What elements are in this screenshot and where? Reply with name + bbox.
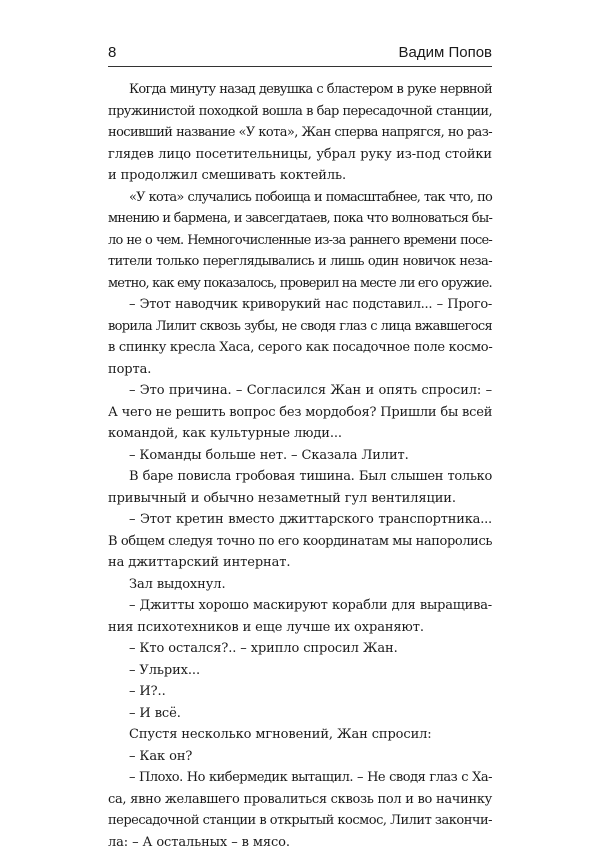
text-line: Зал выдохнул. (108, 574, 492, 596)
text-line: – Кто остался?.. – хрипло спросил Жан. (108, 638, 492, 660)
text-line: ла: – А остальных – в мясо. (108, 832, 492, 853)
text-line: – Джитты хорошо маскируют корабли для выращива- (108, 595, 492, 617)
text-line: порта. (108, 359, 492, 381)
text-line: привычный и обычно незаметный гул вентиляции. (108, 488, 492, 510)
text-line: и продолжил смешивать коктейль. (108, 165, 492, 187)
text-line: – Как он? (108, 746, 492, 768)
body-text (108, 79, 492, 853)
text-line: В баре повисла гробовая тишина. Был слышен только (108, 466, 492, 488)
running-head-author: Вадим Попов (398, 44, 492, 62)
text-line: ло не о чем. Немногочисленные из-за раннего времени посе- (108, 230, 492, 252)
text-line: пружинистой походкой вошла в бар пересадочной станции, (108, 101, 492, 123)
text-line: – Этот наводчик криворукий нас подставил... – Прого- (108, 294, 492, 316)
header-rule (108, 66, 492, 67)
text-line: «У кота» случались побоища и помасштабнее, так что, по (108, 187, 492, 209)
text-line: на джиттарский интернат. (108, 552, 492, 574)
text-line: метно, как ему показалось, проверил на месте ли его оружие. (108, 273, 492, 295)
text-line: – Это причина. – Согласился Жан и опять спросил: – (108, 380, 492, 402)
text-line: – И всё. (108, 703, 492, 725)
text-line: тители только переглядывались и лишь один новичок неза- (108, 251, 492, 273)
text-line: ворила Лилит сквозь зубы, не сводя глаз с лица вжавшегося (108, 316, 492, 338)
text-line: – Плохо. Но кибермедик вытащил. – Не сводя глаз с Ха- (108, 767, 492, 789)
text-line: мнению и бармена, и завсегдатаев, пока что волноваться бы- (108, 208, 492, 230)
text-line: В общем следуя точно по его координатам мы напоролись (108, 531, 492, 553)
text-line: – И?.. (108, 681, 492, 703)
text-line: Когда минуту назад девушка с бластером в руке нервной (108, 79, 492, 101)
text-line: носивший название «У кота», Жан сперва напрягся, но раз- (108, 122, 492, 144)
text-line: А чего не решить вопрос без мордобоя? Пришли бы всей (108, 402, 492, 424)
text-line: са, явно желавшего провалиться сквозь пол и во начинку (108, 789, 492, 811)
text-line: – Ульрих... (108, 660, 492, 682)
text-line: командой, как культурные люди... (108, 423, 492, 445)
text-line: пересадочной станции в открытый космос, Лилит закончи- (108, 810, 492, 832)
text-line: Спустя несколько мгновений, Жан спросил: (108, 724, 492, 746)
text-line: – Команды больше нет. – Сказала Лилит. (108, 445, 492, 467)
page-number: 8 (108, 44, 116, 62)
text-line: глядев лицо посетительницы, убрал руку из-под стойки (108, 144, 492, 166)
text-line: в спинку кресла Хаса, серого как посадочное поле космо- (108, 337, 492, 359)
text-line: ния психотехников и еще лучше их охраняют. (108, 617, 492, 639)
text-line: – Этот кретин вместо джиттарского транспортника... (108, 509, 492, 531)
